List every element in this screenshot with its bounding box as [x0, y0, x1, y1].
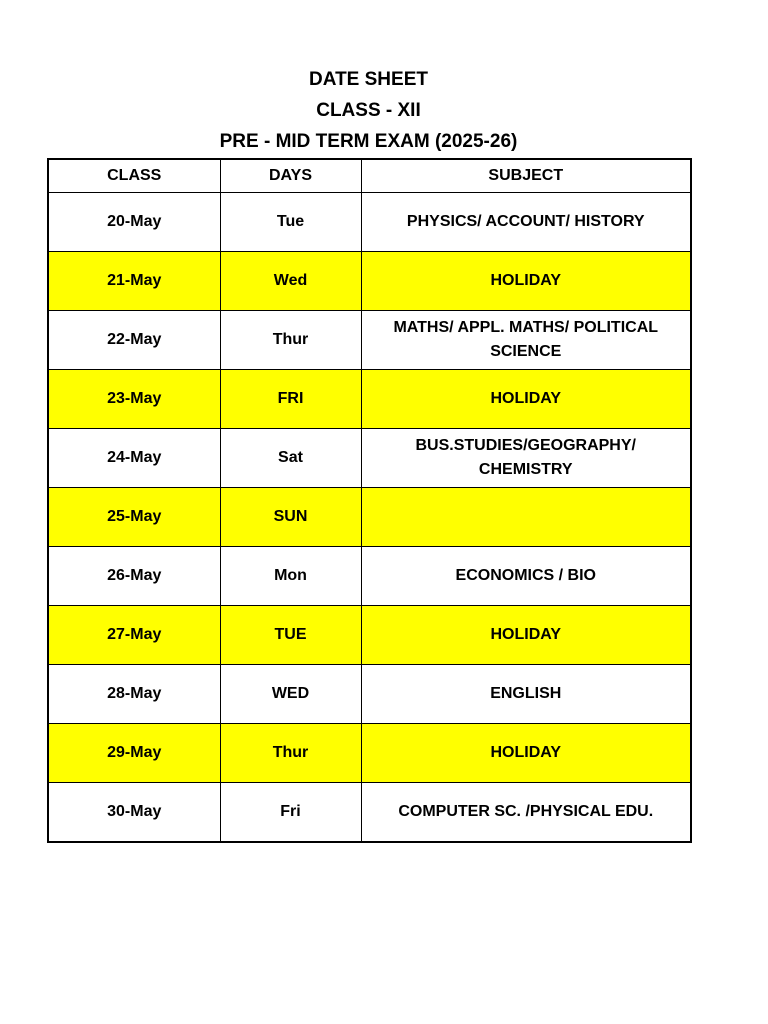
day-cell: TUE [220, 606, 361, 665]
subject-cell: PHYSICS/ ACCOUNT/ HISTORY [361, 193, 691, 252]
date-cell: 22-May [48, 311, 220, 370]
subject-cell: MATHS/ APPL. MATHS/ POLITICAL SCIENCE [361, 311, 691, 370]
date-cell: 28-May [48, 665, 220, 724]
table-row [48, 606, 691, 665]
table-row [48, 488, 691, 547]
day-cell: Fri [220, 783, 361, 843]
table-row [48, 193, 691, 252]
table-row [48, 370, 691, 429]
subject-cell: HOLIDAY [361, 724, 691, 783]
date-cell: 25-May [48, 488, 220, 547]
subject-cell: HOLIDAY [361, 252, 691, 311]
table-row [48, 665, 691, 724]
date-cell: 23-May [48, 370, 220, 429]
date-cell: 20-May [48, 193, 220, 252]
day-cell: Thur [220, 311, 361, 370]
subject-cell: COMPUTER SC. /PHYSICAL EDU. [361, 783, 691, 843]
date-cell: 30-May [48, 783, 220, 843]
subject-cell: ENGLISH [361, 665, 691, 724]
table-row [48, 783, 691, 843]
class-title: CLASS - XII [316, 100, 421, 121]
table-row [48, 252, 691, 311]
document-title: DATE SHEET [309, 69, 428, 90]
day-cell: Sat [220, 429, 361, 488]
column-header-days: DAYS [220, 159, 361, 193]
column-header-subject: SUBJECT [361, 159, 691, 193]
table-row [48, 724, 691, 783]
date-cell: 24-May [48, 429, 220, 488]
day-cell: Mon [220, 547, 361, 606]
table-header-row [48, 159, 691, 193]
date-cell: 21-May [48, 252, 220, 311]
day-cell: Thur [220, 724, 361, 783]
column-header-class: CLASS [48, 159, 220, 193]
day-cell: SUN [220, 488, 361, 547]
day-cell: Wed [220, 252, 361, 311]
date-cell: 27-May [48, 606, 220, 665]
date-sheet-table [47, 158, 692, 843]
table-row [48, 547, 691, 606]
table-row [48, 429, 691, 488]
day-cell: Tue [220, 193, 361, 252]
day-cell: FRI [220, 370, 361, 429]
date-cell: 26-May [48, 547, 220, 606]
subject-cell: BUS.STUDIES/GEOGRAPHY/ CHEMISTRY [361, 429, 691, 488]
table-row [48, 311, 691, 370]
exam-title: PRE - MID TERM EXAM (2025-26) [219, 131, 518, 152]
table-body [48, 193, 691, 843]
date-cell: 29-May [48, 724, 220, 783]
day-cell: WED [220, 665, 361, 724]
subject-cell [361, 488, 691, 547]
subject-cell: ECONOMICS / BIO [361, 547, 691, 606]
subject-cell: HOLIDAY [361, 370, 691, 429]
subject-cell: HOLIDAY [361, 606, 691, 665]
